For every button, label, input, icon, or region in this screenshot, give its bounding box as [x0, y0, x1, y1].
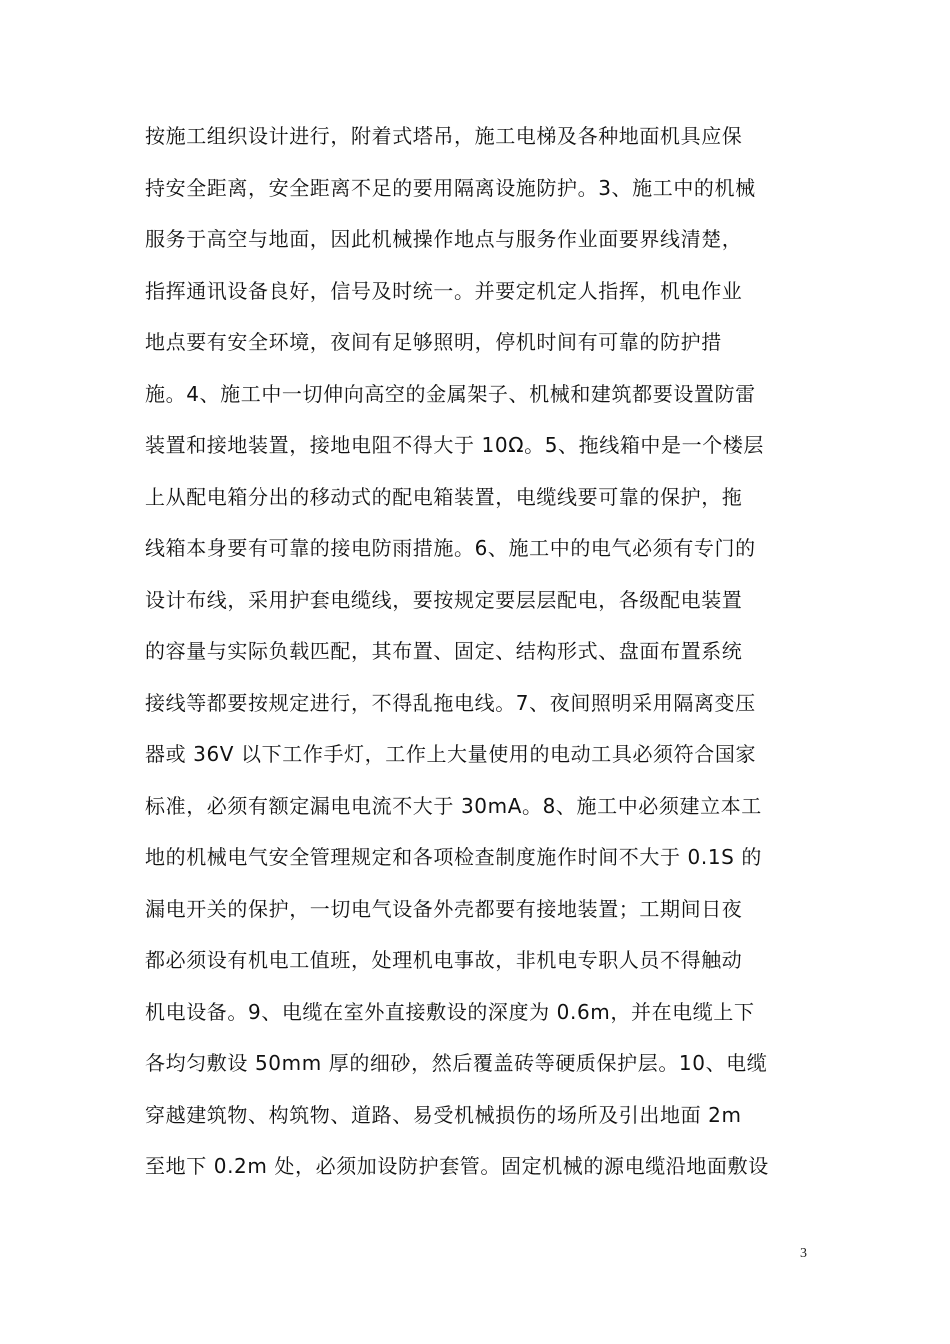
text-line: 施。4、施工中一切伸向高空的金属架子、机械和建筑都要设置防雷 — [145, 381, 756, 406]
text-line: 至地下 0.2m 处，必须加设防护套管。固定机械的源电缆沿地面敷设 — [145, 1154, 769, 1178]
text-line: 标准，必须有额定漏电电流不大于 30mA。8、施工中必须建立本工 — [145, 793, 762, 818]
text-line: 持安全距离，安全距离不足的要用隔离设施防护。3、施工中的机械 — [145, 175, 756, 200]
text-line: 都必须设有机电工值班，处理机电事故，非机电专职人员不得触动 — [145, 948, 743, 972]
text-line: 装置和接地装置，接地电阻不得大于 10Ω。5、拖线箱中是一个楼层 — [145, 433, 765, 457]
page-number: 3 — [800, 1246, 807, 1261]
text-line: 地的机械电气安全管理规定和各项检查制度施作时间不大于 0.1S 的 — [145, 845, 763, 869]
text-line: 地点要有安全环境，夜间有足够照明，停机时间有可靠的防护措 — [145, 330, 722, 354]
text-line: 按施工组织设计进行，附着式塔吊，施工电梯及各种地面机具应保 — [145, 124, 743, 148]
text-line: 器或 36V 以下工作手灯，工作上大量使用的电动工具必须符合国家 — [145, 742, 757, 766]
text-line: 各均匀敷设 50mm 厚的细砂，然后覆盖砖等硬质保护层。10、电缆 — [145, 1051, 768, 1075]
body-text — [145, 111, 815, 1193]
text-line: 的容量与实际负载匹配，其布置、固定、结构形式、盘面布置系统 — [145, 639, 743, 663]
text-line: 机电设备。9、电缆在室外直接敷设的深度为 0.6m，并在电缆上下 — [145, 999, 755, 1024]
text-line: 穿越建筑物、构筑物、道路、易受机械损伤的场所及引出地面 2m — [145, 1102, 742, 1127]
text-line: 设计布线，采用护套电缆线，要按规定要层层配电，各级配电装置 — [145, 587, 743, 612]
text-line: 上从配电箱分出的移动式的配电箱装置，电缆线要可靠的保护，拖 — [145, 484, 743, 509]
text-line: 漏电开关的保护，一切电气设备外壳都要有接地装置；工期间日夜 — [145, 896, 743, 921]
text-line: 线箱本身要有可靠的接电防雨措施。6、施工中的电气必须有专门的 — [145, 536, 756, 560]
text-line: 服务于高空与地面，因此机械操作地点与服务作业面要界线清楚， — [145, 227, 743, 251]
text-line: 指挥通讯设备良好，信号及时统一。并要定机定人指挥，机电作业 — [145, 278, 743, 303]
text-line: 接线等都要按规定进行，不得乱拖电线。7、夜间照明采用隔离变压 — [145, 690, 756, 715]
